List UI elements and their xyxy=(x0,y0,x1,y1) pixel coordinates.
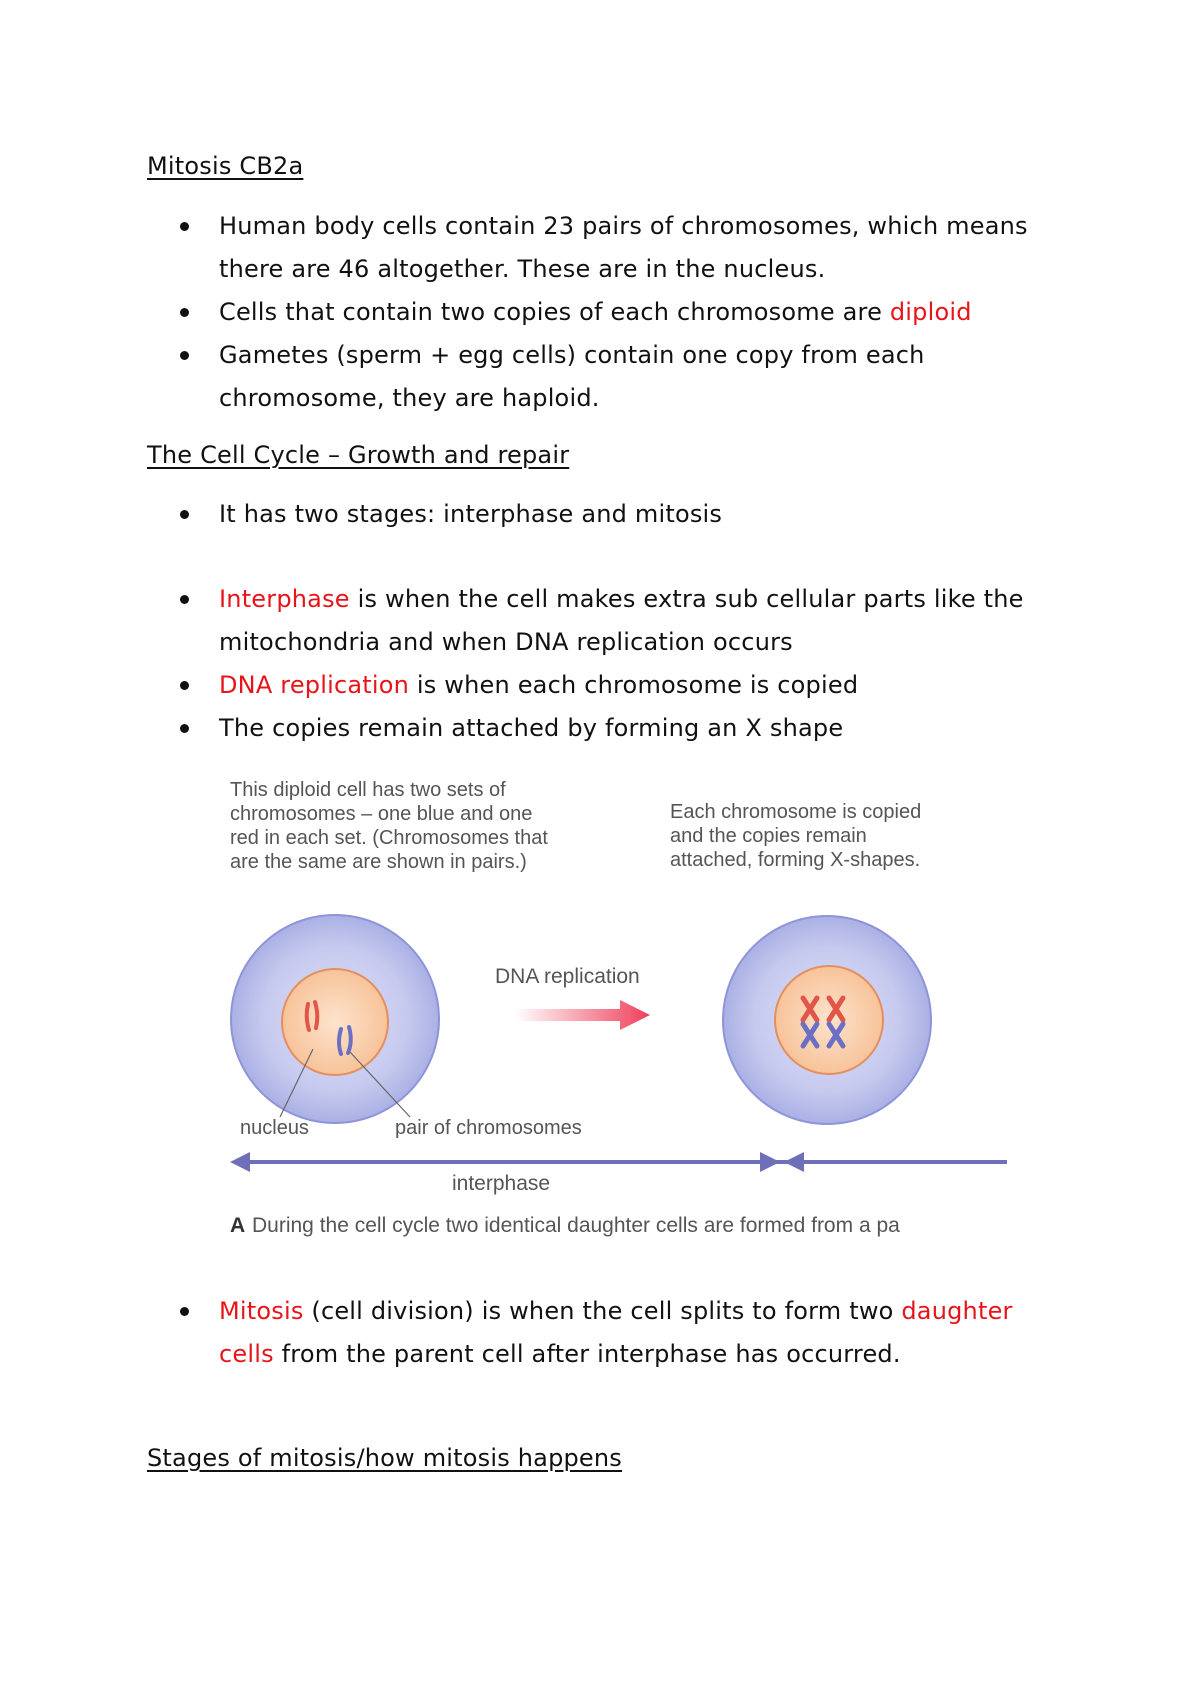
caption-right-line: and the copies remain xyxy=(670,825,867,847)
figure-caption xyxy=(230,1214,900,1237)
bullet-icon xyxy=(180,595,189,604)
cell-right xyxy=(723,916,931,1124)
cell-left xyxy=(231,915,439,1123)
chromosome-pair-label: pair of chromosomes xyxy=(395,1117,582,1139)
arrow-left-icon xyxy=(230,1152,250,1172)
cell-cycle-figure xyxy=(225,772,1007,1277)
arrow-right-icon xyxy=(515,1000,650,1030)
caption-left xyxy=(230,779,548,873)
cell-cycle-diagram xyxy=(225,772,1007,1277)
bullet-icon xyxy=(180,308,189,317)
bullet-icon xyxy=(180,510,189,519)
highlight-term: Interphase xyxy=(219,585,350,613)
bullet-text: Gametes (sperm + egg cells) contain one copy from each chromosome, they are haploid. xyxy=(219,341,925,412)
arrow-label: DNA replication xyxy=(495,965,640,988)
list-item xyxy=(175,578,1075,664)
bullet-icon xyxy=(180,222,189,231)
bullet-icon xyxy=(180,1307,189,1316)
list-item xyxy=(175,291,1075,334)
arrow-right-icon xyxy=(760,1152,780,1172)
caption-letter: A xyxy=(230,1214,246,1237)
caption-right xyxy=(670,801,921,871)
bullet-icon xyxy=(180,724,189,733)
bullet-icon xyxy=(180,681,189,690)
caption-right-line: Each chromosome is copied xyxy=(670,801,922,823)
caption-left-line: red in each set. (Chromosomes that xyxy=(230,827,548,849)
list-item xyxy=(175,205,1075,291)
list-item xyxy=(175,493,1075,536)
caption-left-line: This diploid cell has two sets of xyxy=(230,779,506,801)
heading-mitosis: Mitosis CB2a xyxy=(147,152,304,180)
heading-stages-of-mitosis: Stages of mitosis/how mitosis happens xyxy=(147,1444,623,1472)
caption-text: During the cell cycle two identical daughter cells are formed from a pa xyxy=(252,1214,900,1237)
bullet-text: Human body cells contain 23 pairs of chromosomes, which means there are 46 altogether. These are in the nucleus. xyxy=(219,212,1028,283)
bullet-text: is when each chromosome is copied xyxy=(409,671,859,699)
bullet-list-chromosomes xyxy=(175,205,1075,420)
heading-cell-cycle: The Cell Cycle – Growth and repair xyxy=(147,441,570,469)
nucleus xyxy=(282,969,388,1075)
caption-left-line: chromosomes – one blue and one xyxy=(230,803,533,825)
arrow-left-icon xyxy=(784,1152,804,1172)
caption-left-line: are the same are shown in pairs.) xyxy=(230,851,527,873)
interphase-label: interphase xyxy=(452,1172,551,1195)
caption-right-line: attached, forming X-shapes. xyxy=(670,849,921,871)
highlight-term: DNA replication xyxy=(219,671,410,699)
bullet-icon xyxy=(180,351,189,360)
list-item xyxy=(175,707,1075,750)
list-item xyxy=(175,334,1075,420)
replication-arrow xyxy=(495,965,650,1030)
list-item xyxy=(175,664,1075,707)
bullet-list-stages xyxy=(175,493,1075,536)
bullet-text: (cell division) is when the cell splits to form two xyxy=(303,1297,902,1325)
bullet-list-mitosis xyxy=(175,1290,1075,1376)
highlight-term: Mitosis xyxy=(219,1297,304,1325)
bullet-text: Cells that contain two copies of each chromosome are xyxy=(219,298,890,326)
bullet-text: It has two stages: interphase and mitosis xyxy=(219,500,723,528)
bullet-text: is when the cell makes extra sub cellular parts like the mitochondria and when DNA replication occurs xyxy=(219,585,1024,656)
highlight-term: diploid xyxy=(889,298,972,326)
bullet-text: The copies remain attached by forming an X shape xyxy=(219,714,844,742)
highlight-term: daughter cells xyxy=(219,1297,1013,1368)
bullet-list-interphase xyxy=(175,578,1075,750)
nucleus-label: nucleus xyxy=(240,1117,309,1139)
list-item xyxy=(175,1290,1075,1376)
interphase-timeline xyxy=(230,1152,1007,1195)
bullet-text: from the parent cell after interphase has occurred. xyxy=(273,1340,901,1368)
